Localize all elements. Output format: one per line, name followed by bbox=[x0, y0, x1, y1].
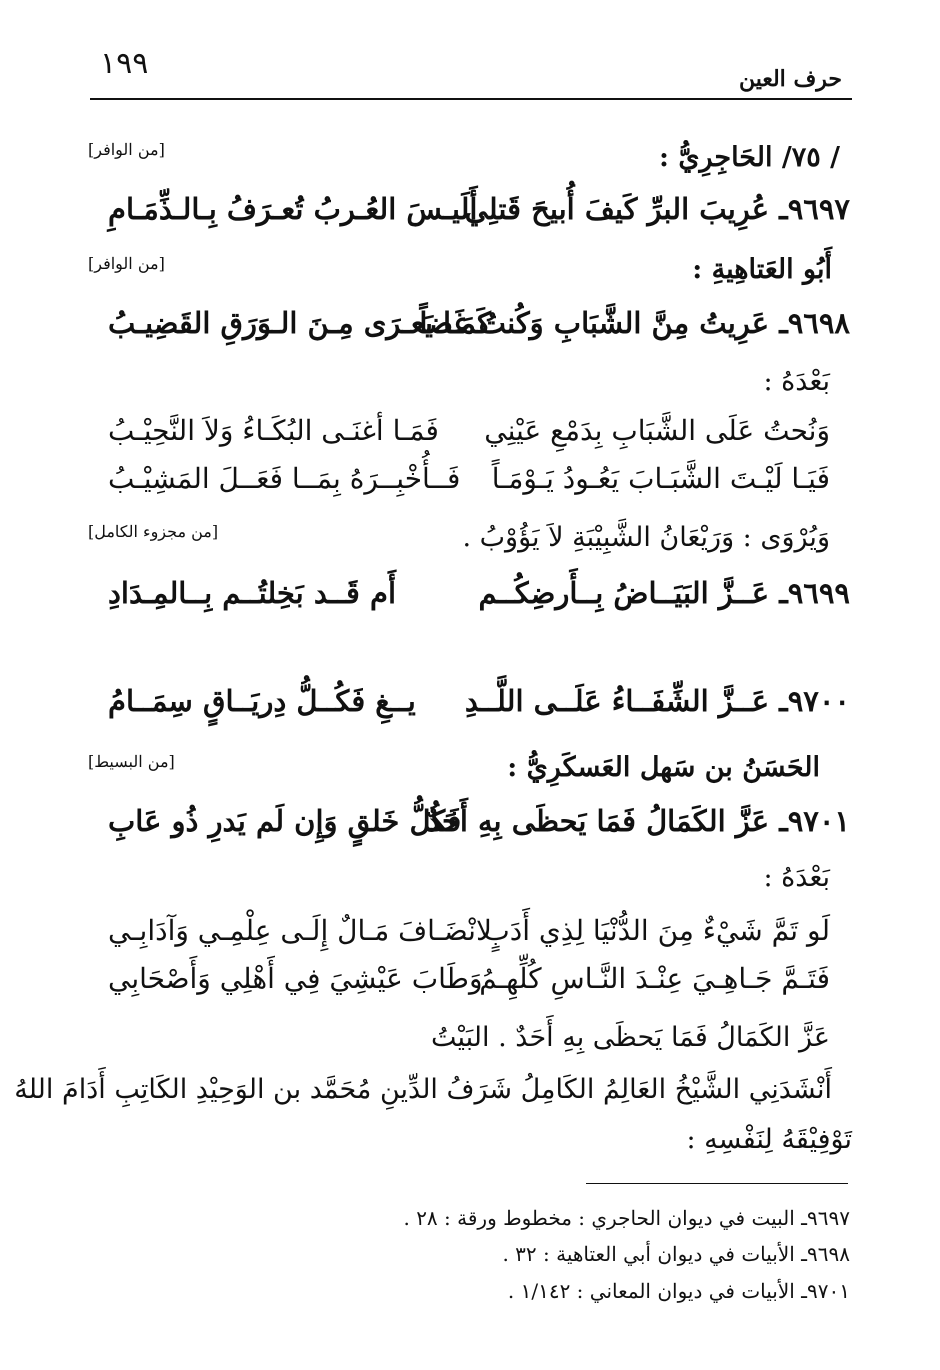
footnote: ٩٦٩٧ـ البيت في ديوان الحاجري : مخطوط ورقة : ٢٨ . bbox=[403, 1206, 850, 1230]
repeated-verse-line: عَزَّ الكَمَالُ فَمَا يَحظَى بِهِ أَحَدٌ . البَيْتُ bbox=[431, 1022, 830, 1053]
verse-9700-second-hemistich: يــغِ فَكُــلُّ دِريَــاقٍ سِمَــامُ bbox=[108, 684, 416, 718]
verse-first-hemistich: لَو تَمَّ شَيْءٌ مِنَ الدُّنْيَا لِذِي أَدَبٍ bbox=[483, 914, 830, 947]
verse-second-hemistich: لانْضَـافَ مَـالٌ إِلَـى عِلْمِـي وَآدَابِـي bbox=[108, 914, 492, 947]
verse-9698-first-hemistich: ٩٦٩٨ـ عَرِيتُ مِنَّ الشَّبَابِ وَكُنتُ غَضاً bbox=[419, 306, 850, 340]
verse-9700-first-hemistich: ٩٧٠٠ـ عَــزَّ الشِّفَــاءُ عَلَــى اللَّــدِ bbox=[464, 684, 850, 718]
header-rule bbox=[90, 98, 852, 100]
meter-tag: [من الوافر] bbox=[88, 140, 165, 159]
prose-line: أَنْشَدَنِي الشَّيْخُ العَالِمُ الكَامِلُ شَرَفُ الدِّينِ مُحَمَّد بن الوَحِيْدِ الكَاتِبِ أَدَامَ اللهُ bbox=[14, 1074, 832, 1105]
verse-9698-second-hemistich: كَمَـا يَعـرَى مِـنَ الـوَرَقِ القَضِيـبُ bbox=[108, 306, 491, 340]
footnote: ٩٧٠١ـ الأبيات في ديوان المعاني : ١/١٤٢ . bbox=[507, 1279, 850, 1303]
poet-heading-askari: الحَسَنُ بن سَهل العَسكَرِيُّ : bbox=[507, 752, 820, 783]
page-number: ١٩٩ bbox=[100, 46, 149, 81]
variant-note: وَيُرْوَى : وَرَيْعَانُ الشَّبِيْبَةِ لاَ يَؤُوْبُ . bbox=[462, 522, 830, 553]
footnote-rule bbox=[586, 1183, 848, 1184]
running-head: حرف العين bbox=[738, 66, 842, 92]
verse-first-hemistich: وَنُحتُ عَلَى الشَّبَابِ بِدَمْعِ عَيْنِي bbox=[484, 414, 830, 447]
verse-second-hemistich: فَمَـا أغنَـى البُكَـاءُ وَلاَ النَّحِيْـبُ bbox=[108, 414, 439, 447]
prose-line: تَوْفِيْقَهُ لِنَفْسِهِ : bbox=[686, 1124, 852, 1155]
after-label: بَعْدَهُ : bbox=[763, 862, 830, 893]
verse-9699-second-hemistich: أَم قَــد بَخِلتُــم بِــالمِـدَادِ bbox=[108, 576, 397, 610]
verse-first-hemistich: فَتَـمَّ جَـاهِـيَ عِنْـدَ النَّـاسِ كُلِّهِـمُ bbox=[479, 962, 830, 995]
verse-9701-first-hemistich: ٩٧٠١ـ عَزَّ الكَمَالُ فَمَا يَحظَى بِهِ أَحَدٌ bbox=[426, 804, 850, 838]
meter-tag: [من الوافر] bbox=[88, 254, 165, 273]
after-label: بَعْدَهُ : bbox=[763, 366, 830, 397]
poet-heading-hajiri: / ٧٥/ الحَاجِرِيُّ : bbox=[658, 142, 840, 173]
verse-9699-first-hemistich: ٩٦٩٩ـ عَــزَّ البَيَــاضُ بِــأَرضِكُــم bbox=[478, 576, 850, 610]
meter-tag: [من البسيط] bbox=[88, 752, 175, 771]
poet-heading-abu-atahiya: أَبُو العَتاهِيةِ : bbox=[692, 254, 832, 285]
verse-second-hemistich: فَــأُخْبِــرَهُ بِمَــا فَعَــلَ المَشِيْـبُ bbox=[108, 462, 461, 495]
verse-9701-second-hemistich: فَكُلُّ خَلقٍ وَإِن لَم يَدرِ ذُو عَابِ bbox=[108, 804, 462, 838]
footnote: ٩٦٩٨ـ الأبيات في ديوان أبي العتاهية : ٣٢ . bbox=[502, 1242, 850, 1266]
verse-9697-second-hemistich: أَلَيـسَ العُـربُ تُعـرَفُ بِـالـذِّمَـامِ bbox=[108, 192, 478, 226]
verse-first-hemistich: فَيَـا لَيْـتَ الشَّبَـابَ يَعُـودُ يَـوْمَـاً bbox=[491, 462, 830, 495]
verse-9697-first-hemistich: ٩٦٩٧ـ عُرِيبَ البرِّ كَيفَ أُبيحَ قَتلِي bbox=[464, 192, 850, 226]
meter-tag: [من مجزوء الكامل] bbox=[88, 522, 219, 541]
verse-second-hemistich: وَطَابَ عَيْشِيَ فِي أَهْلِي وَأَصْحَابِي bbox=[108, 962, 483, 995]
